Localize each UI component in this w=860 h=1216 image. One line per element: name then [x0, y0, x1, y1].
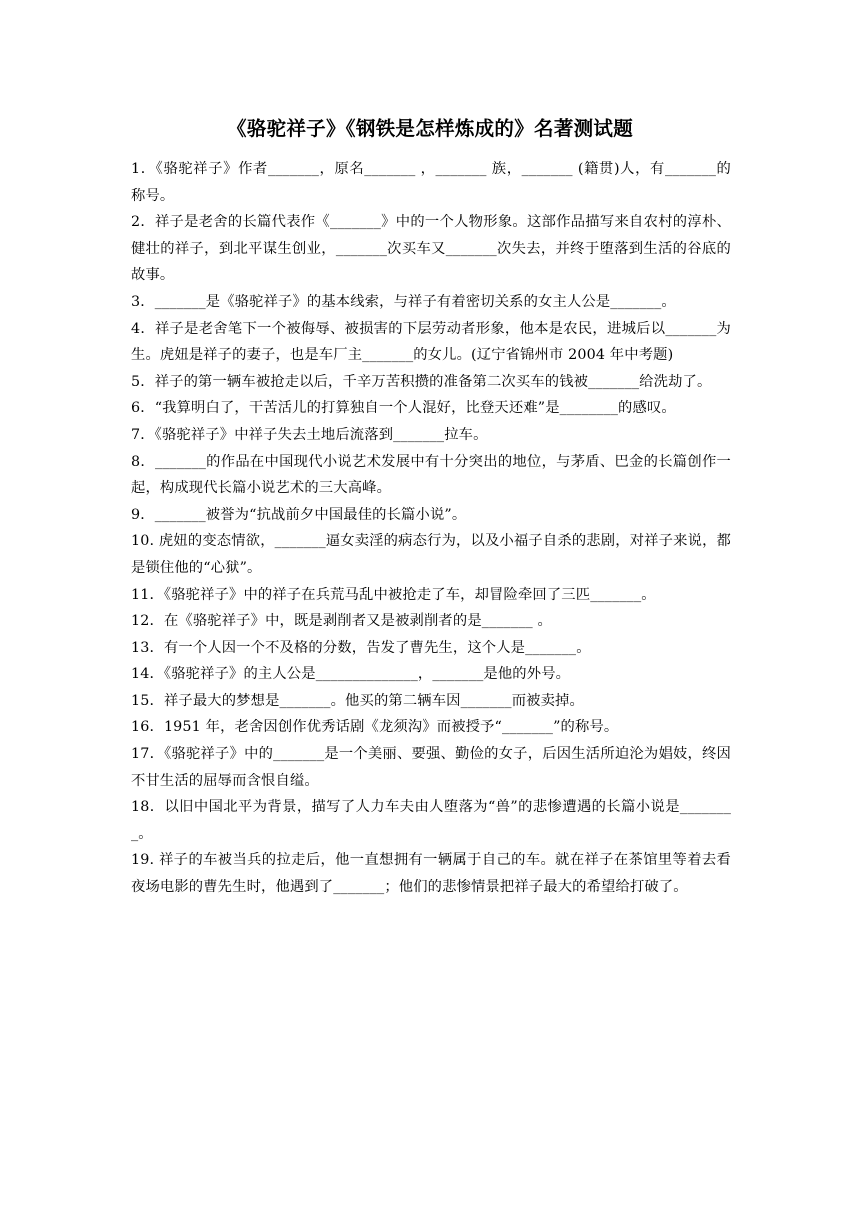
- question-item: 4．祥子是老舍笔下一个被侮辱、被损害的下层劳动者形象，他本是农民，进城后以_______为生。虎妞是祥子的妻子，也是车厂主_______的女儿。(辽宁省锦州市 2004 年中考题): [131, 320, 731, 364]
- question-item: 2．祥子是老舍的长篇代表作《_______》中的一个人物形象。这部作品描写来自农村的淳朴、健壮的祥子，到北平谋生创业，_______次买车又_______次失去，并终于堕落到生活的谷底的故事。: [131, 214, 731, 284]
- question-item: 13．有一个人因一个不及格的分数，告发了曹先生，这个人是_______。: [131, 639, 591, 656]
- question-item: 3．_______是《骆驼祥子》的基本线索，与祥子有着密切关系的女主人公是_______。: [131, 293, 676, 310]
- question-item: 7．《骆驼祥子》中祥子失去土地后流落到_______拉车。: [131, 426, 488, 443]
- question-item: 19. 祥子的车被当兵的拉走后，他一直想拥有一辆属于自己的车。就在祥子在茶馆里等着去看夜场电影的曹先生时，他遇到了_______；他们的悲惨情景把祥子最大的希望给打破了。: [131, 852, 731, 896]
- question-item: 5．祥子的第一辆车被抢走以后，千辛万苦积攒的准备第二次买车的钱被_______给洗劫了。: [131, 373, 712, 390]
- question-item: 18．以旧中国北平为背景，描写了人力车夫由人堕落为“兽”的悲惨遭遇的长篇小说是________。: [131, 799, 731, 842]
- question-item: 15．祥子最大的梦想是_______。他买的第二辆车因_______而被卖掉。: [131, 692, 584, 709]
- question-item: 16．1951 年，老舍因创作优秀话剧《龙须沟》而被授予“_______”的称号。: [131, 719, 619, 736]
- document-title: 《骆驼祥子》《钢铁是怎样炼成的》名著测试题: [226, 117, 634, 140]
- question-item: 12．在《骆驼祥子》中，既是剥削者又是被剥削者的是_______ 。: [131, 613, 552, 630]
- question-item: 14．《骆驼祥子》的主人公是______________，_______是他的外号。: [131, 666, 571, 683]
- question-list: [131, 156, 731, 901]
- question-item: 10. 虎妞的变态情欲，_______逼女卖淫的病态行为，以及小福子自杀的悲剧，对祥子来说，都是锁住他的“心狱”。: [131, 533, 731, 576]
- question-item: 8．_______的作品在中国现代小说艺术发展中有十分突出的地位，与茅盾、巴金的长篇创作一起，构成现代长篇小说艺术的三大高峰。: [131, 453, 731, 497]
- question-item: 17．《骆驼祥子》中的_______是一个美丽、要强、勤俭的女子，后因生活所迫沦为娼妓，终因不甘生活的屈辱而含恨自缢。: [131, 746, 731, 789]
- question-item: 11．《骆驼祥子》中的祥子在兵荒马乱中被抢走了车，却冒险牵回了三匹_______。: [131, 586, 656, 603]
- question-item: 1．《骆驼祥子》作者_______，原名_______ ，_______ 族，_______ (籍贯)人，有_______的称号。: [131, 161, 731, 204]
- question-item: 9．_______被誉为“抗战前夕中国最佳的长篇小说”。: [131, 506, 467, 523]
- question-item: 6．“我算明白了，干苦活儿的打算独自一个人混好，比登天还难”是________的感叹。: [131, 400, 676, 417]
